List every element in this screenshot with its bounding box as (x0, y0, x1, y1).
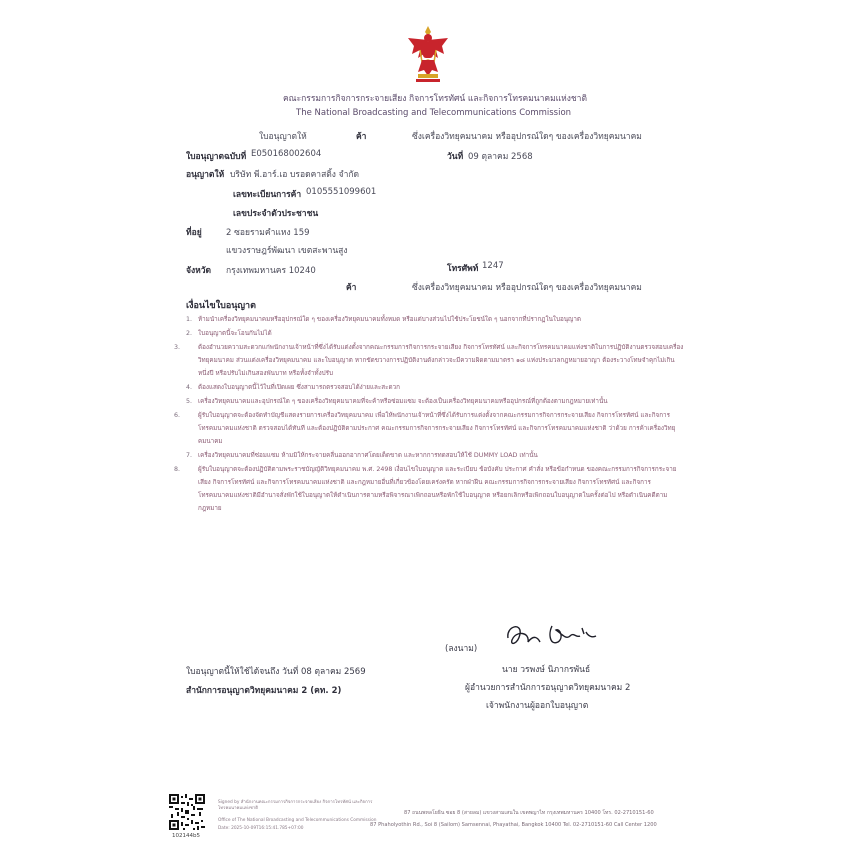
issue-date-label: วันที่ (447, 152, 464, 162)
condition-text: เครื่องวิทยุคมนาคมและอุปกรณ์ใด ๆ ของเครื่องวิทยุคมนาคมที่จะค้าหรือซ่อมแซม จะต้องเป็นเครื่องวิทยุคมนาคมหรืออุปกรณ์ที่ถูกต้องตามกฎหมายเท่านั้น (198, 398, 608, 405)
license-type-mid: ค้า (356, 132, 367, 142)
commission-name-en: The National Broadcasting and Telecommunications Commission (296, 108, 572, 118)
garuda-emblem (404, 24, 452, 84)
address-line-1: 2 ซอยรามคำแหง 159 (226, 228, 310, 238)
condition-text: ผู้รับใบอนุญาตจะต้องจัดทำบัญชีแสดงรายการเครื่องวิทยุคมนาคม เพื่อให้พนักงานเจ้าหน้าที่ซึ่งได้รับการแต่งตั้งจากคณะกรรมการกิจการกระจายเสียง กิจการโทรทัศน์ และกิจการโทรคมนาคมแห่งชาติ ตรวจสอบได้ทันที และต้องปฏิบัติตามประกาศ คณะกรรมการกิจการกระจายเสียง กิจการโทรทัศน์ และกิจการโทรคมนาคมแห่งชาติ ว่าด้วย การค้าเครื่องวิทยุคมนาคม (198, 412, 676, 445)
qr-code-id: 102144b5 (172, 833, 200, 839)
signatory-position-1: ผู้อำนวยการสำนักการอนุญาตวิทยุคมนาคม 2 (465, 683, 631, 693)
condition-number: 4. (186, 384, 193, 391)
condition-item (174, 409, 684, 448)
signed-by-th: Signed by สำนักงานคณะกรรมการกิจการกระจายเสียง กิจการโทรทัศน์ และกิจการโทรคมนาคมแห่งชาติ (218, 800, 373, 811)
condition-text: ต้องอำนวยความสะดวกแก่พนักงานเจ้าหน้าที่ซึ่งได้รับแต่งตั้งจากคณะกรรมการกิจการกระจายเสียง กิจการโทรทัศน์ และกิจการโทรคมนาคมแห่งชาติในการปฏิบัติงานตรวจสอบเครื่องวิทยุคมนาคม ส่วนแต่งเครื่องวิทยุคมนาคม และใบอนุญาต หากขัดขวางการปฏิบัติงานดังกล่าวจะมีความผิดตามมาตรา ๑๘ แห่งประมวลกฎหมายอาญา ต้องระวางโทษจำคุกไม่เกินหนึ่งปี หรือปรับไม่เกินสองพันบาท หรือทั้งจำทั้งปรับ (198, 344, 684, 377)
condition-item (186, 313, 684, 326)
condition-text: เครื่องวิทยุคมนาคมที่ซ่อมแซม ห้ามมิให้กระจายคลื่นออกอากาศโดยเด็ดขาด และหากการทดสอบให้ใช้ DUMMY LOAD เท่านั้น (198, 452, 538, 459)
footer-address-en: 87 Phaholyothin Rd., Soi 8 (Sailom) Samsennai, Phayathai, Bangkok 10400 Tel. 02-2710151-60 Call Center 1200 (370, 822, 657, 828)
condition-item (186, 327, 684, 340)
condition-item (174, 463, 684, 515)
license-number-value: E050168002604 (251, 149, 322, 159)
condition-text: ผู้รับใบอนุญาตจะต้องปฏิบัติตามพระราชบัญญัติวิทยุคมนาคม พ.ศ. 2498 เงื่อนไขใบอนุญาต และระเบียบ ข้อบังคับ ประกาศ คำสั่ง หรือข้อกำหนด ของคณะกรรมการกิจการกระจายเสียง กิจการโทรทัศน์ และกิจการโทรคมนาคมแห่งชาติ และกฎหมายอื่นที่เกี่ยวข้องโดยเคร่งครัด หากฝ่าฝืน คณะกรรมการกิจการกระจายเสียง กิจการโทรทัศน์ และกิจการโทรคมนาคมแห่งชาติมีอำนาจสั่งพักใช้ใบอนุญาตให้ดำเนินการตามหรือพิจารณาเพิกถอนหรือพักใช้ใบอนุญาต หรือยกเลิกหรือเพิกถอนใบอนุญาตในครั้งต่อไป หรือดำเนินคดีตามกฎหมาย (198, 466, 677, 512)
signatory-name: นาย วรพงษ์ นิภากรพันธ์ (502, 665, 591, 675)
trade-mid: ค้า (346, 283, 357, 293)
phone-value: 1247 (482, 261, 504, 271)
signed-label: (ลงนาม) (445, 644, 478, 654)
condition-item (186, 381, 684, 394)
address-label: ที่อยู่ (186, 228, 202, 238)
condition-item (186, 449, 684, 462)
license-type-text: ซึ่งเครื่องวิทยุคมนาคม หรืออุปกรณ์ใดๆ ของเครื่องวิทยุคมนาคม (412, 132, 642, 142)
condition-number: 8. (174, 466, 181, 473)
condition-number: 3. (174, 344, 181, 351)
license-type-prefix: ใบอนุญาตให้ (259, 132, 307, 142)
issue-date-value: 09 ตุลาคม 2568 (468, 152, 533, 162)
condition-text: ห้ามนำเครื่องวิทยุคมนาคมหรืออุปกรณ์ใด ๆ ของเครื่องวิทยุคมนาคมทั้งหมด หรือแต่บางส่วนไปใช้ประโยชน์ใด ๆ นอกจากที่ปรากฏในใบอนุญาต (198, 316, 582, 323)
trade-reg-label: เลขทะเบียนการค้า (233, 190, 302, 200)
handwritten-signature (500, 616, 600, 656)
grantee-value: บริษัท พี.อาร์.เอ บรอดคาสติ้ง จำกัด (230, 170, 360, 180)
condition-number: 5. (186, 398, 193, 405)
trade-text: ซึ่งเครื่องวิทยุคมนาคม หรืออุปกรณ์ใดๆ ของเครื่องวิทยุคมนาคม (412, 283, 642, 293)
signed-by-en: Office of The National Broadcasting and Telecommunications Commission (218, 818, 377, 823)
signatory-position-2: เจ้าพนักงานผู้ออกใบอนุญาต (486, 701, 589, 711)
signed-date: Date: 2025-10-09T16:15:41.785+07:00 (218, 826, 304, 831)
province-label: จังหวัด (186, 266, 212, 276)
validity-text: ใบอนุญาตนี้ให้ใช้ได้จนถึง วันที่ 08 ตุลาคม 2569 (186, 667, 366, 677)
license-number-label: ใบอนุญาตฉบับที่ (186, 152, 247, 162)
citizen-id-label: เลขประจำตัวประชาชน (233, 209, 319, 219)
issuing-office: สำนักการอนุญาตวิทยุคมนาคม 2 (คท. 2) (186, 686, 342, 696)
province-value: กรุงเทพมหานคร 10240 (226, 266, 316, 276)
condition-number: 2. (186, 330, 193, 337)
trade-reg-value: 0105551099601 (306, 187, 377, 197)
condition-text: ใบอนุญาตนี้จะโอนกันไม่ได้ (198, 330, 272, 337)
condition-number: 7. (186, 452, 193, 459)
address-line-2: แขวงราษฎร์พัฒนา เขตสะพานสูง (226, 246, 348, 256)
conditions-list (174, 313, 684, 515)
condition-number: 6. (174, 412, 181, 419)
condition-item (174, 341, 684, 380)
grantee-label: อนุญาตให้ (186, 170, 225, 180)
qr-code (169, 794, 205, 830)
commission-name-th: คณะกรรมการกิจการกระจายเสียง กิจการโทรทัศน์ และกิจการโทรคมนาคมแห่งชาติ (283, 94, 587, 104)
conditions-title: เงื่อนไขใบอนุญาต (186, 301, 256, 311)
footer-address-th: 87 ถนนพหลโยธิน ซอย 8 (สายลม) แขวงสามเสนใน เขตพญาไท กรุงเทพมหานคร 10400 โทร. 02-2710151-60 (404, 810, 654, 816)
condition-text: ต้องแสดงใบอนุญาตนี้ไว้ในที่เปิดเผย ซึ่งสามารถตรวจสอบได้ง่ายและสะดวก (198, 384, 400, 391)
condition-item (186, 395, 684, 408)
phone-label: โทรศัพท์ (447, 264, 479, 274)
condition-number: 1. (186, 316, 193, 323)
